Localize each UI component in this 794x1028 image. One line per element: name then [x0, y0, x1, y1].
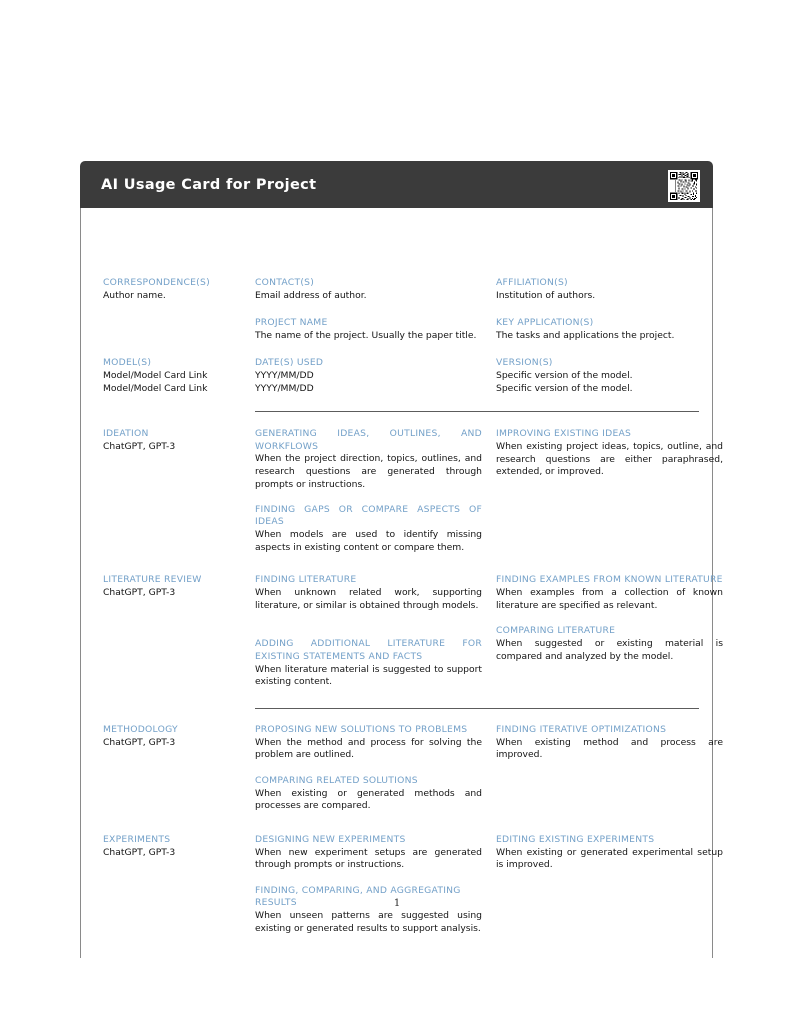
- usage-text: When existing or generated experimental setup is improved.: [496, 846, 723, 871]
- section-name: IDEATION: [103, 428, 149, 440]
- meta-field-models: [103, 357, 255, 395]
- usage-text: When existing project ideas, topics, outline, and research questions are either paraphrased, extended, or improved.: [496, 441, 723, 478]
- usage-heading: IMPROVING EXISTING IDEAS: [496, 428, 632, 440]
- meta-field-affiliation: [496, 277, 736, 303]
- section-literature-review: [81, 554, 723, 689]
- field-label: KEY APPLICATION(S): [496, 317, 594, 328]
- section-right-column: [496, 428, 736, 554]
- meta-field-contact: [255, 277, 496, 303]
- field-value: Author name.: [103, 289, 166, 301]
- field-label: AFFILIATION(S): [496, 277, 568, 288]
- usage-block: [496, 625, 723, 663]
- usage-block: [255, 504, 482, 555]
- field-value: Specific version of the model.: [496, 369, 633, 381]
- field-label: VERSION(S): [496, 357, 553, 368]
- meta-field-spacer: [103, 317, 255, 343]
- usage-text: When new experiment setups are generated through prompts or instructions.: [255, 846, 482, 871]
- section-label-column: [103, 574, 255, 689]
- usage-heading: GENERATING IDEAS, OUTLINES, AND WORKFLOWS: [255, 428, 482, 452]
- section-ideation: [81, 412, 723, 554]
- section-models: ChatGPT, GPT-3: [103, 587, 176, 599]
- meta-row-project: [81, 303, 712, 343]
- usage-block: [255, 724, 482, 762]
- usage-heading: FINDING EXAMPLES FROM KNOWN LITERATURE: [496, 574, 723, 586]
- section-label-column: [103, 834, 255, 936]
- meta-row-models: [81, 343, 712, 396]
- qr-code-icon[interactable]: [668, 170, 700, 202]
- section-methodology: [81, 709, 723, 813]
- section-name: METHODOLOGY: [103, 723, 178, 735]
- usage-block: [496, 428, 723, 479]
- usage-text: When existing method and process are improved.: [496, 736, 723, 761]
- section-middle-column: [255, 574, 496, 689]
- section-label-column: [103, 428, 255, 554]
- usage-block: [255, 885, 482, 936]
- field-value: Institution of authors.: [496, 289, 596, 301]
- section-divider: [81, 689, 712, 709]
- meta-field-versions: [496, 357, 736, 395]
- usage-text: When the project direction, topics, outlines, and research questions are generated through prompts or instructions.: [255, 453, 482, 490]
- ai-usage-card: [80, 161, 723, 958]
- field-value: YYYY/MM/DD: [255, 369, 314, 381]
- usage-text: When literature material is suggested to support existing content.: [255, 663, 482, 688]
- usage-heading: DESIGNING NEW EXPERIMENTS: [255, 833, 406, 845]
- section-middle-column: [255, 724, 496, 813]
- usage-text: When the method and process for solving the problem are outlined.: [255, 736, 482, 761]
- usage-text: When models are used to identify missing aspects in existing content or compare them.: [255, 529, 482, 553]
- usage-block: [255, 574, 482, 612]
- card-body: [80, 208, 723, 958]
- usage-heading: FINDING, COMPARING, AND AGGREGATING RESULTS: [255, 885, 461, 909]
- usage-block: [496, 834, 723, 872]
- usage-heading: EDITING EXISTING EXPERIMENTS: [496, 833, 655, 845]
- usage-heading: FINDING GAPS OR COMPARE ASPECTS OF IDEAS: [255, 503, 482, 528]
- usage-block: [255, 638, 482, 689]
- section-right-column: [496, 834, 736, 936]
- usage-text: When existing or generated methods and processes are compared.: [255, 787, 482, 812]
- field-label: CORRESPONDENCE(S): [103, 277, 210, 288]
- usage-heading: FINDING LITERATURE: [255, 574, 357, 586]
- field-value: YYYY/MM/DD: [255, 382, 314, 394]
- usage-heading: ADDING ADDITIONAL LITERATURE FOR EXISTING STATEMENTS AND FACTS: [255, 638, 482, 662]
- section-divider: [81, 395, 712, 412]
- meta-field-correspondence: [103, 277, 255, 303]
- usage-block: [255, 775, 482, 813]
- section-models: ChatGPT, GPT-3: [103, 441, 176, 452]
- section-right-column: [496, 574, 736, 689]
- section-middle-column: [255, 428, 496, 554]
- usage-text: When unknown related work, supporting literature, or similar is obtained through models.: [255, 587, 482, 611]
- section-name: EXPERIMENTS: [103, 833, 171, 845]
- section-models: ChatGPT, GPT-3: [103, 736, 176, 748]
- page-number: 1: [393, 898, 401, 909]
- usage-block: [496, 574, 723, 612]
- meta-row-correspondence: [81, 208, 712, 303]
- field-value: Model/Model Card Link: [103, 369, 208, 381]
- section-models: ChatGPT, GPT-3: [103, 846, 176, 858]
- section-name: LITERATURE REVIEW: [103, 574, 202, 586]
- field-label: DATE(S) USED: [255, 357, 324, 368]
- page-title: AI Usage Card for Project: [101, 176, 317, 193]
- field-value: The tasks and applications the project.: [496, 329, 675, 341]
- field-value: The name of the project. Usually the paper title.: [255, 329, 477, 341]
- field-label: PROJECT NAME: [255, 317, 328, 328]
- usage-heading: PROPOSING NEW SOLUTIONS TO PROBLEMS: [255, 723, 468, 735]
- usage-block: [255, 428, 482, 491]
- usage-block: [255, 834, 482, 872]
- meta-field-key-applications: [496, 317, 736, 343]
- section-experiments: [81, 813, 723, 936]
- usage-text: When unseen patterns are suggested using existing or generated results to support analysis.: [255, 910, 482, 934]
- usage-text: When suggested or existing material is compared and analyzed by the model.: [496, 638, 723, 662]
- usage-heading: COMPARING LITERATURE: [496, 625, 616, 637]
- section-label-column: [103, 724, 255, 813]
- field-value: Model/Model Card Link: [103, 382, 208, 394]
- usage-block: [496, 724, 723, 762]
- field-value: Email address of author.: [255, 289, 367, 301]
- field-label: MODEL(S): [103, 357, 152, 368]
- section-right-column: [496, 724, 736, 813]
- card-content: [81, 208, 723, 958]
- meta-field-dates-used: [255, 357, 496, 395]
- card-header: [80, 161, 713, 208]
- usage-text: When examples from a collection of known literature are specified as relevant.: [496, 587, 723, 611]
- meta-field-project-name: [255, 317, 496, 343]
- section-middle-column: [255, 834, 496, 936]
- usage-heading: COMPARING RELATED SOLUTIONS: [255, 774, 418, 786]
- field-value: Specific version of the model.: [496, 382, 633, 394]
- usage-heading: FINDING ITERATIVE OPTIMIZATIONS: [496, 723, 667, 735]
- field-label: CONTACT(S): [255, 277, 315, 288]
